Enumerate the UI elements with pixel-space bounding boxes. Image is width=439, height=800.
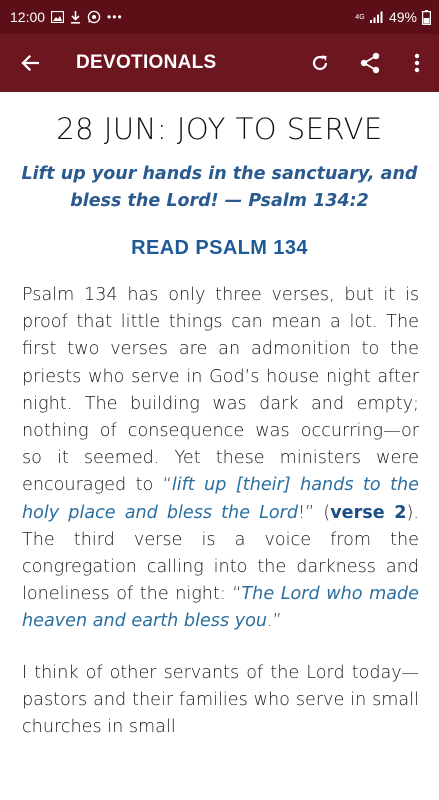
paragraph-text: Psalm 134 has only three verses, but it is proof that little things can mean a lot. The first two verses are an admonition to the priests who serve in God’s house night after night. The building was dark and empty; nothing of consequence was occurring—or so it seemed. Yet these ministers were encouraged to “ (22, 285, 419, 496)
scripture-quote: The Lord who made heaven and earth bless you (22, 584, 419, 632)
whatsapp-icon (87, 10, 101, 24)
more-notifications-icon: ••• (107, 10, 123, 24)
devotional-title: 28 JUN: JOY TO SERVE (56, 112, 383, 146)
paragraph-text: !” ( (298, 502, 331, 523)
scripture-quote: lift up [their] hands to the holy place and bless the Lord (22, 475, 419, 523)
app-bar (0, 34, 439, 92)
battery-level: 49% (388, 9, 417, 25)
read-passage-link[interactable]: READ PSALM 134 (131, 237, 308, 259)
verse-reference-link[interactable]: verse 2 (330, 502, 407, 523)
paragraph-text: .” (267, 611, 282, 632)
network-4g-icon: 4G (355, 13, 365, 21)
more-vert-icon[interactable] (395, 34, 439, 92)
share-icon[interactable] (345, 34, 395, 92)
key-verse: Lift up your hands in the sanctuary, and bless the Lord! — Psalm 134:2 (21, 164, 418, 211)
paragraph-2: I think of other servants of the Lord today—pastors and their families who serve in small churches in small (22, 662, 419, 738)
devotional-content[interactable] (0, 92, 439, 800)
battery-icon (422, 10, 431, 25)
back-arrow-icon[interactable] (0, 34, 60, 92)
clock: 12:00 (10, 9, 46, 25)
refresh-icon[interactable] (295, 34, 345, 92)
status-bar (0, 0, 439, 34)
paragraph-text: ). The third verse is a voice from the congregation calling into the darkness and loneliness of the night: “ (22, 502, 419, 605)
app-title: DEVOTIONALS (76, 52, 217, 73)
gallery-icon (51, 11, 64, 23)
paragraph-1 (22, 282, 419, 636)
signal-icon (370, 11, 384, 23)
download-icon (70, 11, 81, 24)
